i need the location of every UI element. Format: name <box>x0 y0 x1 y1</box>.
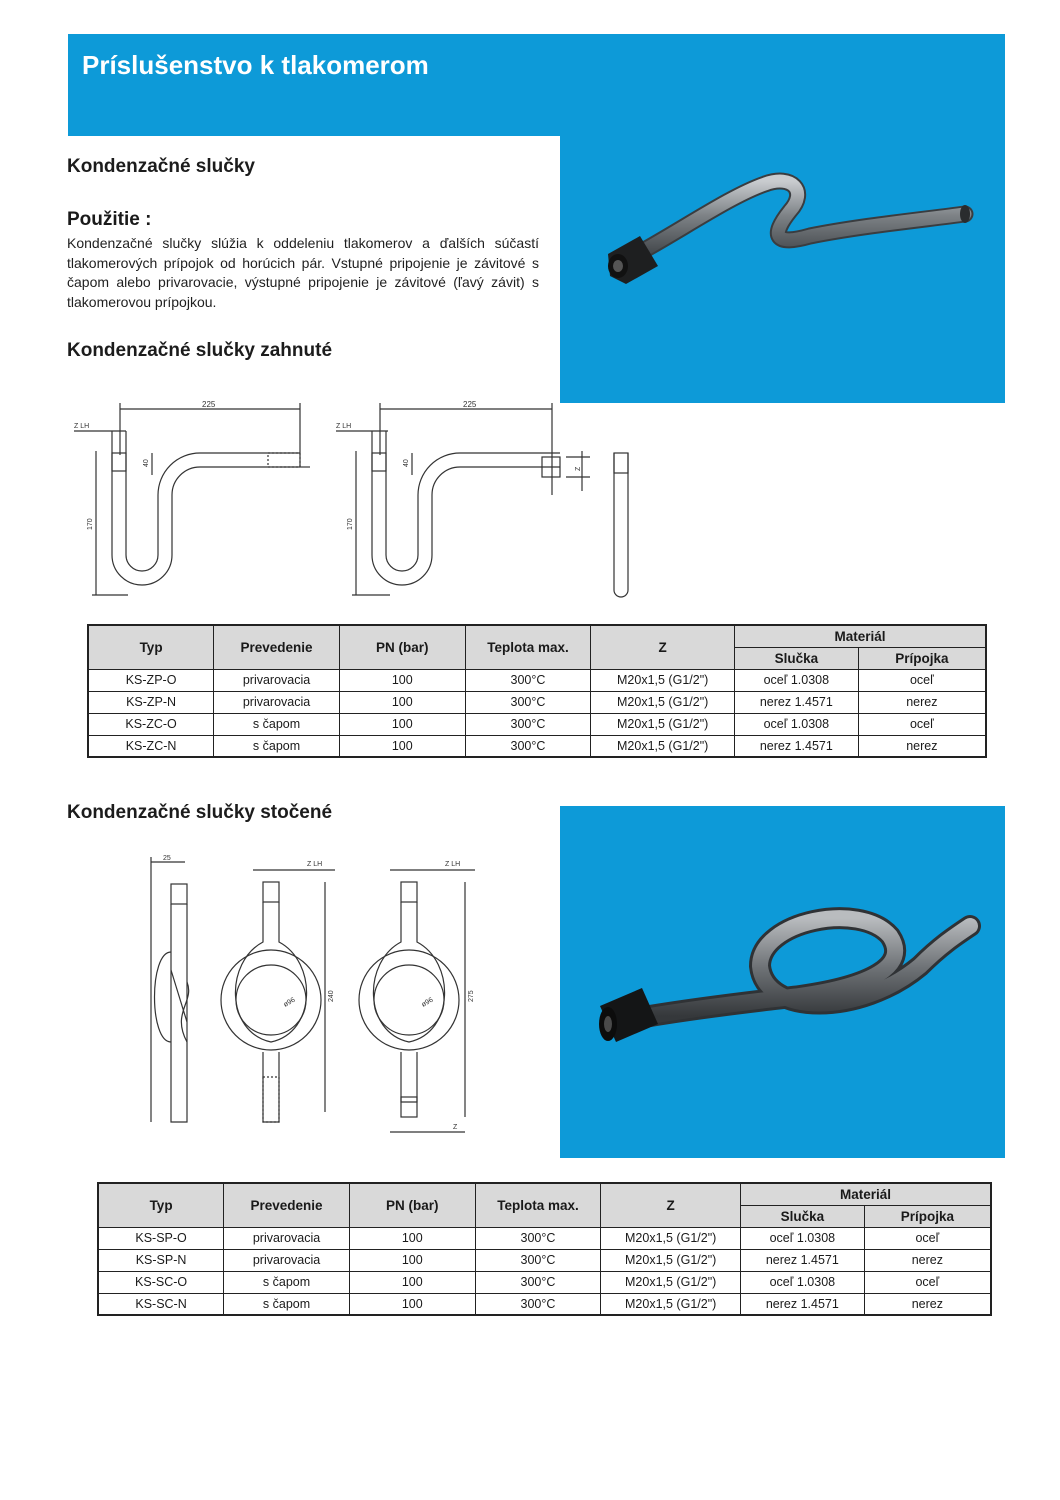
product-photo-bent-loop <box>560 136 1005 403</box>
header-band <box>68 34 1005 136</box>
cell-pn: 100 <box>339 669 465 691</box>
table-row <box>98 1227 991 1249</box>
cell-pripojka: nerez <box>864 1249 991 1271</box>
cell-z: M20x1,5 (G1/2") <box>591 669 735 691</box>
dim-z-c: Z <box>453 1124 458 1131</box>
cell-slucka: oceľ 1.0308 <box>741 1227 865 1249</box>
table-row <box>98 1293 991 1315</box>
cell-prevedenie: s čapom <box>214 713 340 735</box>
cell-typ: KS-ZP-O <box>88 669 214 691</box>
spec-table-bent <box>87 624 987 758</box>
page-title: Príslušenstvo k tlakomerom <box>82 50 429 80</box>
cell-teplota: 300°C <box>475 1227 601 1249</box>
cell-teplota: 300°C <box>465 691 591 713</box>
cell-z: M20x1,5 (G1/2") <box>601 1271 741 1293</box>
cell-pripojka: nerez <box>858 691 986 713</box>
cell-slucka: nerez 1.4571 <box>734 691 858 713</box>
dim-z-b: Z <box>575 466 582 471</box>
col-prevedenie: Prevedenie <box>224 1183 350 1227</box>
cell-pripojka: nerez <box>864 1293 991 1315</box>
cell-prevedenie: privarovacia <box>214 669 340 691</box>
cell-teplota: 300°C <box>475 1271 601 1293</box>
cell-prevedenie: privarovacia <box>224 1249 350 1271</box>
cell-pn: 100 <box>339 735 465 757</box>
cell-z: M20x1,5 (G1/2") <box>591 713 735 735</box>
cell-slucka: nerez 1.4571 <box>741 1293 865 1315</box>
col-teplota: Teplota max. <box>475 1183 601 1227</box>
cell-z: M20x1,5 (G1/2") <box>591 691 735 713</box>
col-prevedenie: Prevedenie <box>214 625 340 669</box>
col-z: Z <box>601 1183 741 1227</box>
col-slucka: Slučka <box>734 647 858 669</box>
cell-teplota: 300°C <box>475 1293 601 1315</box>
dim-zlh-a: Z LH <box>74 423 90 430</box>
cell-pripojka: oceľ <box>864 1271 991 1293</box>
cell-prevedenie: s čapom <box>214 735 340 757</box>
cell-pripojka: nerez <box>858 735 986 757</box>
spec-table-coiled <box>97 1182 992 1316</box>
col-slucka: Slučka <box>741 1205 865 1227</box>
cell-typ: KS-SP-N <box>98 1249 224 1271</box>
dim-25: 25 <box>163 855 171 862</box>
table-row <box>88 713 986 735</box>
col-material: Materiál <box>741 1183 992 1205</box>
col-material: Materiál <box>734 625 986 647</box>
table-row <box>88 691 986 713</box>
col-typ: Typ <box>88 625 214 669</box>
dim-40-a: 40 <box>143 459 150 467</box>
dim-170-b: 170 <box>347 518 354 530</box>
cell-prevedenie: privarovacia <box>214 691 340 713</box>
dim-zlh-c: Z LH <box>307 861 323 868</box>
cell-pripojka: oceľ <box>864 1227 991 1249</box>
cell-slucka: oceľ 1.0308 <box>741 1271 865 1293</box>
dim-d96-b: ø96 <box>420 996 435 1009</box>
cell-typ: KS-ZC-N <box>88 735 214 757</box>
drawing-coiled-loops <box>135 852 495 1142</box>
col-teplota: Teplota max. <box>465 625 591 669</box>
cell-pripojka: oceľ <box>858 713 986 735</box>
col-z: Z <box>591 625 735 669</box>
table-row <box>98 1271 991 1293</box>
section-heading-coiled: Kondenzačné slučky stočené <box>67 802 333 823</box>
drawing-bent-loops <box>60 395 650 615</box>
section-heading-bent: Kondenzačné slučky zahnuté <box>67 340 333 361</box>
col-pripojka: Prípojka <box>864 1205 991 1227</box>
cell-teplota: 300°C <box>465 669 591 691</box>
usage-heading: Použitie : <box>67 209 152 230</box>
cell-pn: 100 <box>339 691 465 713</box>
col-pn: PN (bar) <box>349 1183 475 1227</box>
table-row <box>88 669 986 691</box>
dim-240: 240 <box>328 990 335 1002</box>
cell-slucka: oceľ 1.0308 <box>734 669 858 691</box>
dim-275: 275 <box>468 990 475 1002</box>
cell-slucka: nerez 1.4571 <box>734 735 858 757</box>
table-row <box>98 1249 991 1271</box>
cell-z: M20x1,5 (G1/2") <box>601 1227 741 1249</box>
cell-pn: 100 <box>349 1249 475 1271</box>
cell-pn: 100 <box>339 713 465 735</box>
usage-text: Kondenzačné slučky slúžia k oddeleniu tlakomerov a ďalších súčastí tlakomerových prípojok od horúcich pár. Vstupné pripojenie je závitové s čapom alebo privarovacie, výstupné pripojenie je závitové (ľavý závit) s tlakomerovou prípojkou. <box>67 235 539 310</box>
product-photo-coiled-loop <box>560 806 1005 1158</box>
table-row <box>88 735 986 757</box>
cell-z: M20x1,5 (G1/2") <box>601 1249 741 1271</box>
cell-z: M20x1,5 (G1/2") <box>591 735 735 757</box>
cell-prevedenie: s čapom <box>224 1293 350 1315</box>
cell-typ: KS-SC-O <box>98 1271 224 1293</box>
col-typ: Typ <box>98 1183 224 1227</box>
col-pripojka: Prípojka <box>858 647 986 669</box>
dim-zlh-b: Z LH <box>336 423 352 430</box>
cell-teplota: 300°C <box>475 1249 601 1271</box>
cell-typ: KS-ZP-N <box>88 691 214 713</box>
dim-zlh-d: Z LH <box>445 861 461 868</box>
dim-40-b: 40 <box>403 459 410 467</box>
cell-typ: KS-SC-N <box>98 1293 224 1315</box>
cell-pn: 100 <box>349 1227 475 1249</box>
cell-pn: 100 <box>349 1293 475 1315</box>
dim-170-a: 170 <box>87 518 94 530</box>
cell-slucka: nerez 1.4571 <box>741 1249 865 1271</box>
cell-pn: 100 <box>349 1271 475 1293</box>
cell-pripojka: oceľ <box>858 669 986 691</box>
cell-typ: KS-ZC-O <box>88 713 214 735</box>
cell-prevedenie: s čapom <box>224 1271 350 1293</box>
cell-teplota: 300°C <box>465 735 591 757</box>
dim-225-a: 225 <box>202 400 216 409</box>
cell-z: M20x1,5 (G1/2") <box>601 1293 741 1315</box>
dim-d96-a: ø96 <box>282 996 297 1009</box>
dim-225-b: 225 <box>463 400 477 409</box>
cell-prevedenie: privarovacia <box>224 1227 350 1249</box>
cell-typ: KS-SP-O <box>98 1227 224 1249</box>
cell-teplota: 300°C <box>465 713 591 735</box>
cell-slucka: oceľ 1.0308 <box>734 713 858 735</box>
section-heading-loops: Kondenzačné slučky <box>67 156 255 177</box>
col-pn: PN (bar) <box>339 625 465 669</box>
